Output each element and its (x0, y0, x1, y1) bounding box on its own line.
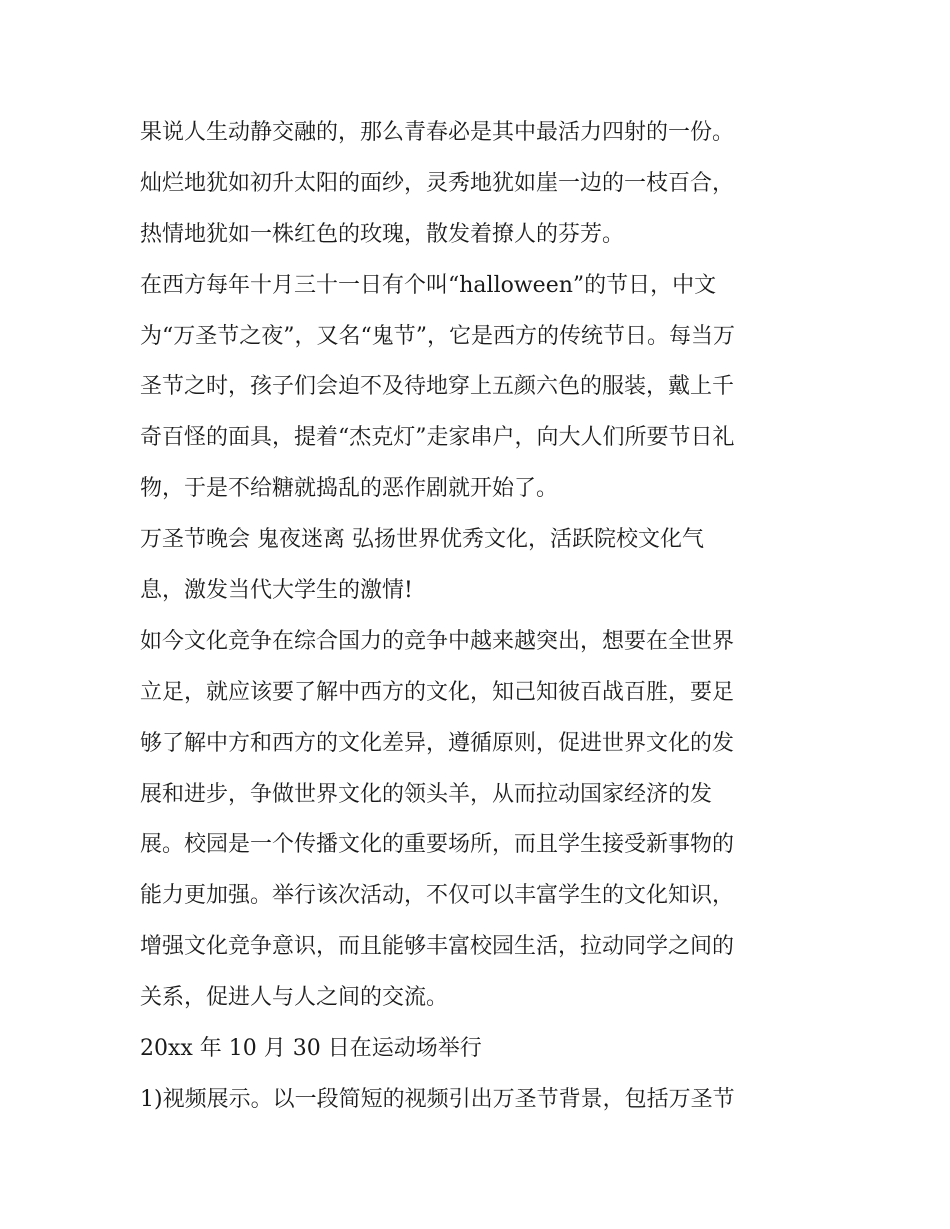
text-line: 万圣节晚会 鬼夜迷离 弘扬世界优秀文化，活跃院校文化气 (140, 527, 704, 553)
text-line: 展和进步，争做世界文化的领头羊，从而拉动国家经济的发 (140, 781, 713, 807)
text-line: 物，于是不给糖就捣乱的恶作剧就开始了。 (140, 476, 559, 502)
text-line: 灿烂地犹如初升太阳的面纱，灵秀地犹如崖一边的一枝百合， (140, 170, 735, 196)
text-line: 热情地犹如一株红色的玫瑰，散发着撩人的芬芳。 (140, 221, 625, 247)
text-line: 息，激发当代大学生的激情! (140, 578, 413, 604)
document-body (140, 108, 830, 1126)
text-line: 立足，就应该要了解中西方的文化，知己知彼百战百胜，要足 (140, 679, 735, 705)
text-line: 20xx 年 10 月 30 日在运动场举行 (140, 1036, 482, 1062)
text-line: 为“万圣节之夜”，又名“鬼节”，它是西方的传统节日。每当万 (140, 323, 735, 349)
text-line: 奇百怪的面具，提着“杰克灯”走家串户，向大人们所要节日礼 (140, 425, 735, 451)
text-line: 1)视频展示。以一段简短的视频引出万圣节背景，包括万圣节 (140, 1086, 735, 1112)
text-line: 如今文化竞争在综合国力的竞争中越来越突出，想要在全世界 (140, 628, 735, 654)
text-line: 展。校园是一个传播文化的重要场所，而且学生接受新事物的 (140, 832, 735, 858)
text-line: 够了解中方和西方的文化差异，遵循原则，促进世界文化的发 (140, 730, 735, 756)
text-line: 增强文化竞争意识，而且能够丰富校园生活，拉动同学之间的 (140, 934, 735, 960)
text-line: 关系，促进人与人之间的交流。 (140, 985, 449, 1011)
text-line: 果说人生动静交融的，那么青春必是其中最活力四射的一份。 (140, 120, 735, 145)
text-line: 在西方每年十月三十一日有个叫“halloween”的节日，中文 (140, 272, 717, 298)
text-line: 能力更加强。举行该次活动，不仅可以丰富学生的文化知识， (140, 883, 735, 909)
text-line: 圣节之时，孩子们会迫不及待地穿上五颜六色的服装，戴上千 (140, 374, 735, 400)
